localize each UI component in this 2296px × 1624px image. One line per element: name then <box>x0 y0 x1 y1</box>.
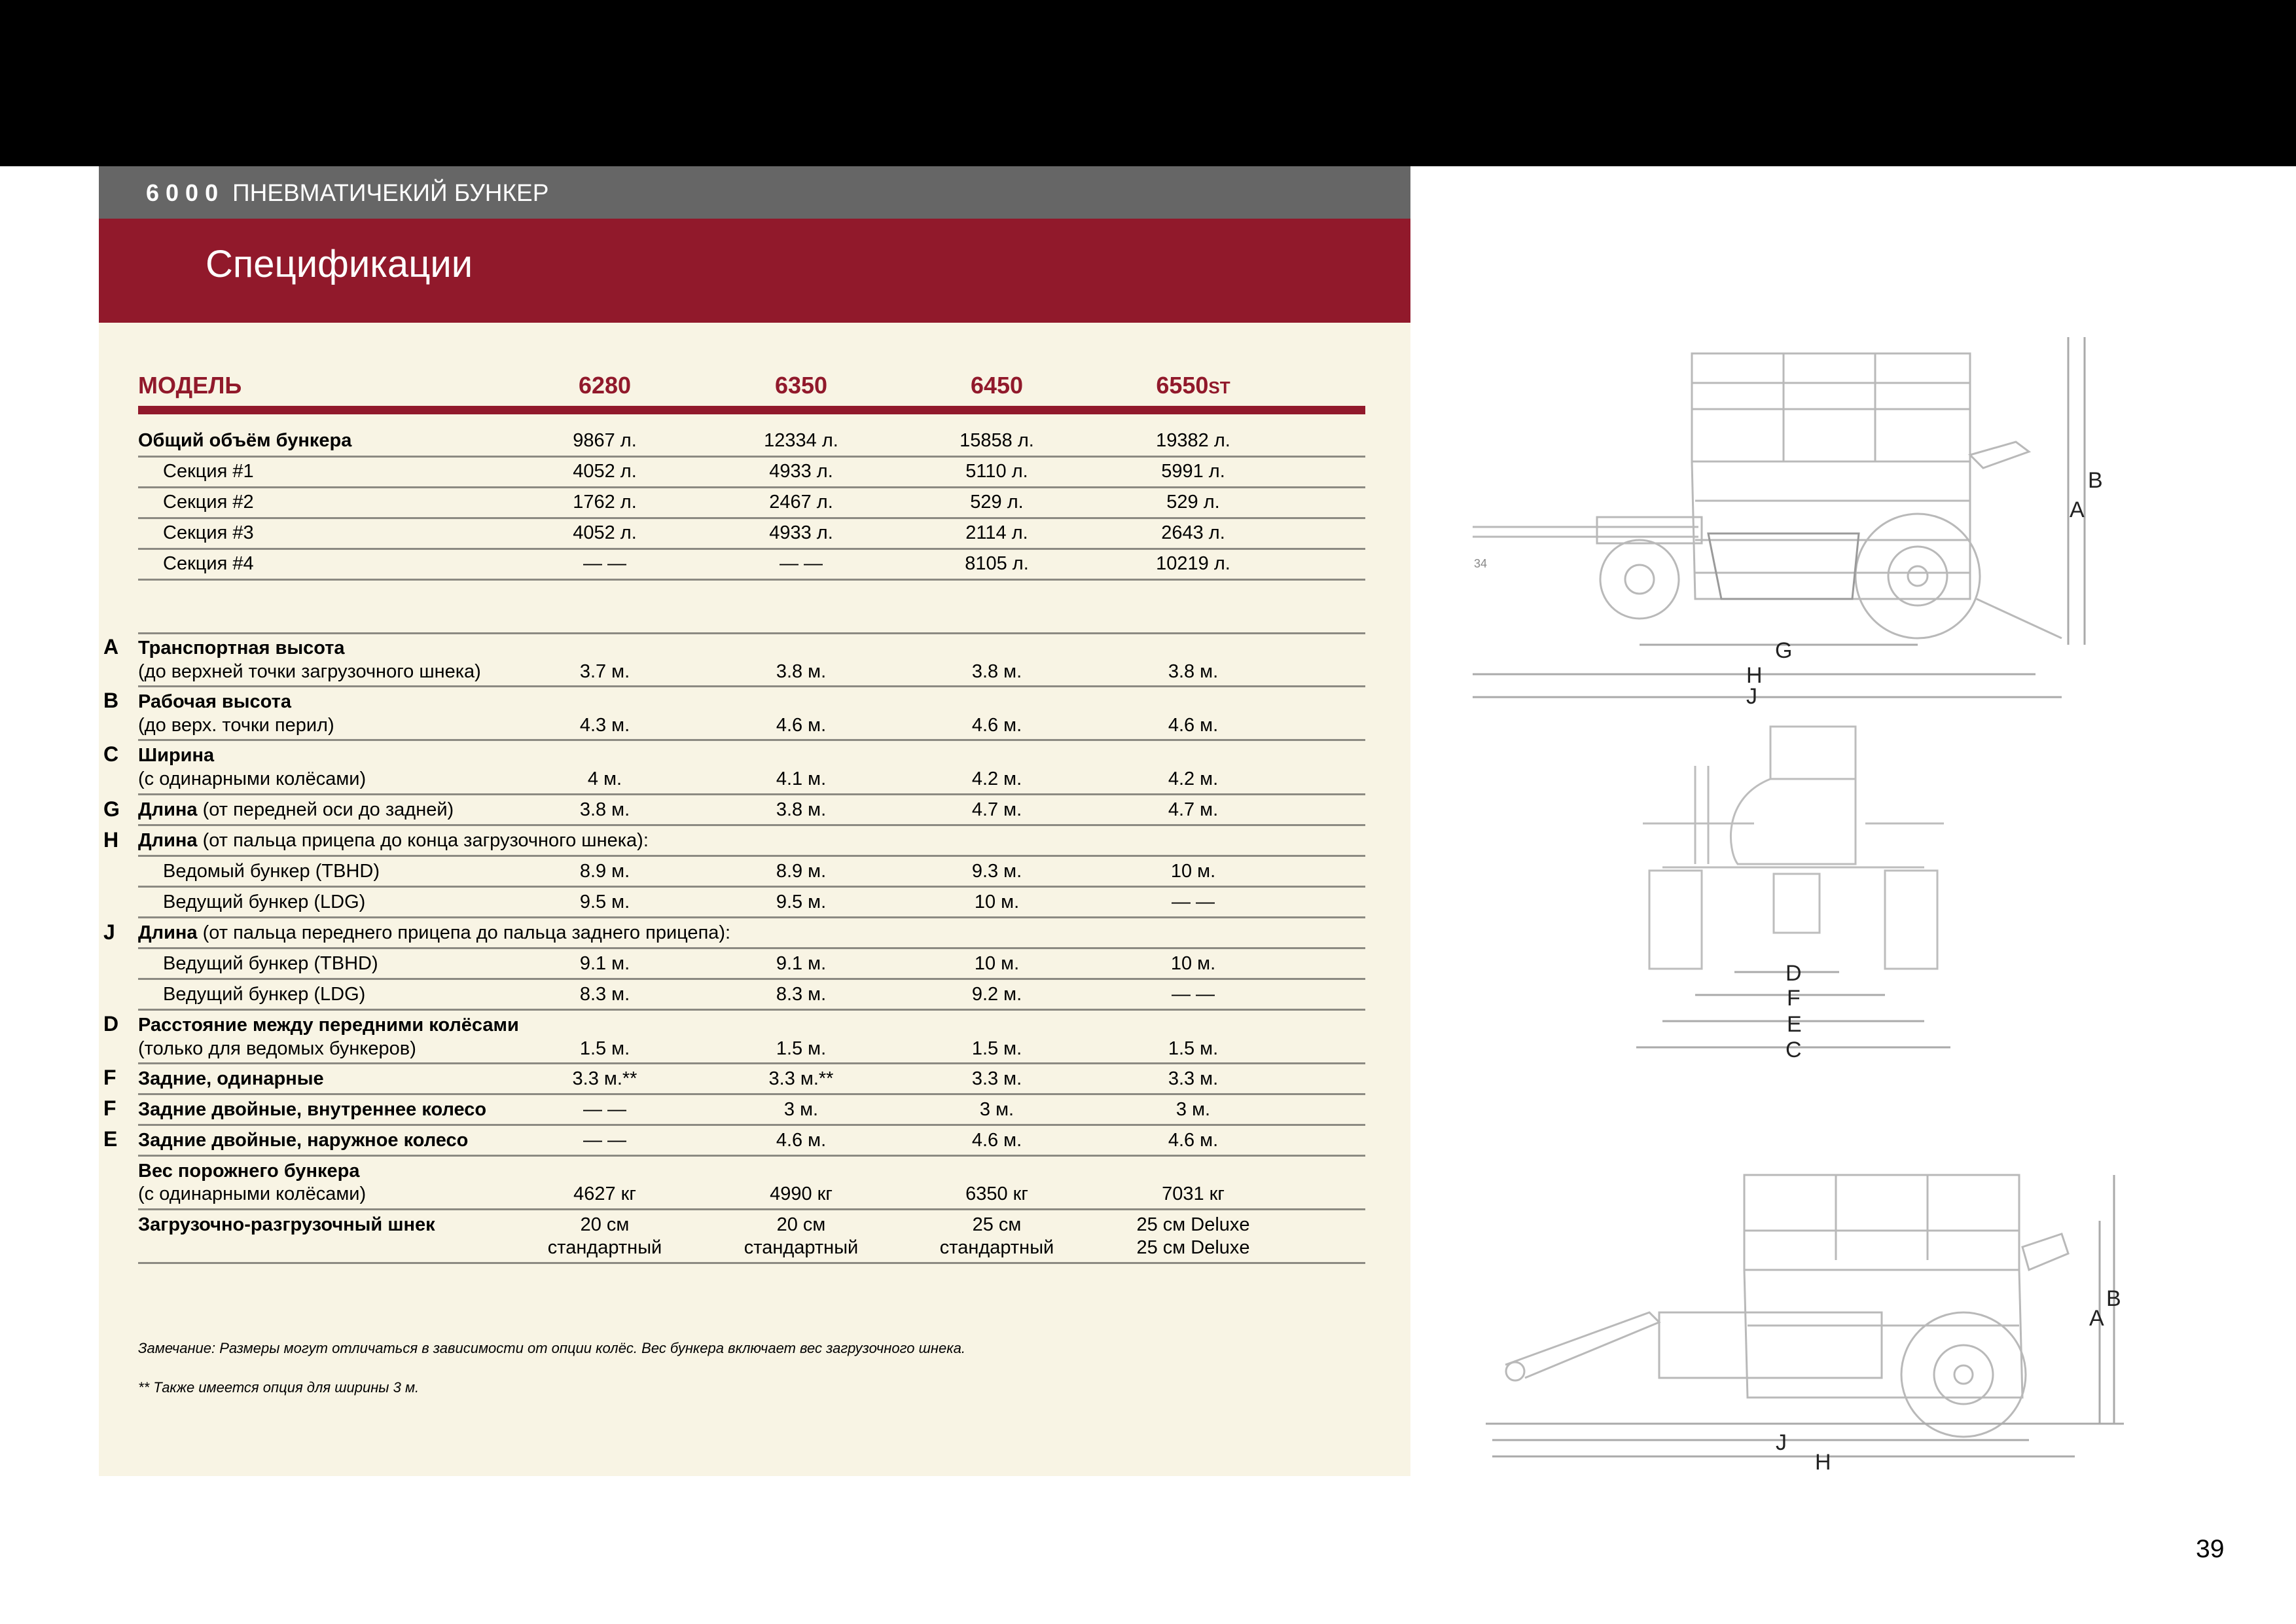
metering-unit <box>1774 874 1820 933</box>
row-label-rear-single: Задние, одинарные <box>138 1068 324 1089</box>
cell: 9.1 м. <box>776 953 827 974</box>
model-suffix: ST <box>1208 378 1230 397</box>
label-a: A <box>2089 1306 2104 1331</box>
rear-wheel <box>1856 514 1980 638</box>
hopper-upper <box>1692 409 1970 461</box>
model-header-6450: 6450 <box>970 372 1024 399</box>
auger-tube <box>1977 599 2062 638</box>
page-number: 39 <box>2196 1535 2225 1563</box>
row-divider <box>138 855 1365 857</box>
cell: 4933 л. <box>769 522 833 543</box>
cell: 4 м. <box>587 768 622 789</box>
cell: 4627 кг <box>573 1183 636 1204</box>
cell: 15858 л. <box>960 430 1034 451</box>
cell: стандартный <box>547 1237 662 1258</box>
dimension-letter-e: E <box>103 1127 118 1151</box>
row-label-empty-weight: Вес порожнего бункера <box>138 1161 360 1182</box>
row-label-front-wheel-track: Расстояние между передними колёсами <box>138 1015 519 1036</box>
label-j: J <box>1746 684 1757 709</box>
hopper-lid <box>1770 727 1856 779</box>
cell: 10 м. <box>974 892 1020 912</box>
footnote-dimensions: Замечание: Размеры могут отличаться в зависимости от опции колёс. Вес бункера включает вес загрузочного шнека. <box>138 1340 965 1356</box>
row-label-working-height: Рабочая высота <box>138 691 291 712</box>
cell: стандартный <box>744 1237 859 1258</box>
header-rule <box>138 406 1365 414</box>
side-view-diagram-bottom <box>1486 1162 2127 1515</box>
left-wheel <box>1649 871 1702 969</box>
rear-wheel <box>1901 1312 2026 1437</box>
cell: 4.6 м. <box>1168 715 1219 736</box>
cell: 8.3 м. <box>579 984 630 1005</box>
cell: 3.3 м. <box>1168 1068 1219 1089</box>
cell: 25 см Deluxe <box>1136 1237 1250 1258</box>
cell: 5991 л. <box>1161 461 1225 482</box>
row-label-total-capacity: Общий объём бункера <box>138 430 352 451</box>
label-h: H <box>1746 663 1763 688</box>
cell: 9.3 м. <box>971 861 1022 882</box>
side-view-diagram-top <box>1473 337 2103 709</box>
row-divider <box>138 456 1365 458</box>
label-b: B <box>2088 468 2103 493</box>
label-small: 34 <box>1474 557 1488 570</box>
cell: 3.8 м. <box>776 799 827 820</box>
cell: 8.9 м. <box>579 861 630 882</box>
row-sublabel: (с одинарными колёсами) <box>138 1183 367 1204</box>
cell: 4.6 м. <box>776 1130 827 1151</box>
row-divider <box>138 916 1365 918</box>
cell: 8.3 м. <box>776 984 827 1005</box>
label-c: C <box>1785 1038 1802 1062</box>
cell: 3.3 м.** <box>572 1068 637 1089</box>
row-label-width: Ширина <box>138 745 215 766</box>
cell: 9867 л. <box>573 430 637 451</box>
front-wheel <box>1600 540 1679 619</box>
row-label-auger: Загрузочно-разгрузочный шнек <box>138 1214 435 1235</box>
hopper-tank <box>1692 461 1970 599</box>
cell: 7031 кг <box>1162 1183 1225 1204</box>
row-divider <box>138 548 1365 550</box>
cell: 10 м. <box>974 953 1020 974</box>
cell: 9.5 м. <box>776 892 827 912</box>
cell: 4052 л. <box>573 522 637 543</box>
label-b: B <box>2106 1286 2121 1311</box>
rear-view-diagram <box>1623 720 1964 1146</box>
dimension-letter-a: A <box>103 635 119 659</box>
cell: 10 м. <box>1170 953 1216 974</box>
cell: 4.6 м. <box>776 715 827 736</box>
product-header-band <box>99 166 1410 219</box>
dimension-letter-d: D <box>103 1012 119 1036</box>
row-divider <box>138 632 1365 634</box>
hopper-lid <box>1692 353 1970 409</box>
label-j: J <box>1776 1430 1787 1455</box>
row-label-rear-dual-outer: Задние двойные, наружное колесо <box>138 1130 469 1151</box>
hopper-lid <box>1744 1175 2019 1231</box>
model-header-6280: 6280 <box>578 372 632 399</box>
row-label-tbhd: Ведомый бункер (TBHD) <box>163 861 380 882</box>
auger-head <box>2022 1234 2068 1270</box>
cell: 3 м. <box>1175 1099 1211 1120</box>
cell: — — <box>1171 984 1215 1005</box>
row-label-section-2: Секция #2 <box>163 492 254 513</box>
top-black-band <box>0 0 2296 166</box>
cell: 3 м. <box>783 1099 819 1120</box>
cell: 20 см <box>580 1214 630 1235</box>
row-divider <box>138 886 1365 888</box>
row-divider <box>138 793 1365 795</box>
section-title-band <box>99 219 1410 323</box>
label-f: F <box>1787 986 1801 1011</box>
row-label-bold: Длина <box>138 922 198 943</box>
cell: 4.2 м. <box>1168 768 1219 789</box>
row-sublabel: (до верх. точки перил) <box>138 715 334 736</box>
cell: 25 см Deluxe <box>1136 1214 1250 1235</box>
row-divider <box>138 1208 1365 1210</box>
row-label-rear-dual-inner: Задние двойные, внутреннее колесо <box>138 1099 487 1120</box>
product-title: ПНЕВМАТИЧЕКИЙ БУНКЕР <box>232 179 549 206</box>
cell: 4.3 м. <box>579 715 630 736</box>
dimension-letter-c: C <box>103 742 119 766</box>
row-divider <box>138 824 1365 826</box>
row-divider <box>138 1009 1365 1011</box>
row-label-length-axles <box>138 799 454 821</box>
cell: 8105 л. <box>965 553 1029 574</box>
cell: 4933 л. <box>769 461 833 482</box>
cell: 9.1 м. <box>579 953 630 974</box>
cell: 8.9 м. <box>776 861 827 882</box>
cell: 10219 л. <box>1156 553 1230 574</box>
label-d: D <box>1785 961 1802 986</box>
row-divider <box>138 1262 1365 1264</box>
model-number: 6550 <box>1156 372 1209 399</box>
row-sublabel: (с одинарными колёсами) <box>138 768 367 789</box>
cell: — — <box>583 1130 627 1151</box>
row-label-section-3: Секция #3 <box>163 522 254 543</box>
footnote-width-option: ** Также имеется опция для ширины 3 м. <box>138 1379 420 1396</box>
cell: 529 л. <box>970 492 1024 513</box>
frame <box>1659 1312 1882 1378</box>
row-label-ldg: Ведущий бункер (LDG) <box>163 984 366 1005</box>
row-label-section-4: Секция #4 <box>163 553 254 574</box>
dimension-letter-f: F <box>103 1066 117 1089</box>
cell: 4052 л. <box>573 461 637 482</box>
row-divider <box>138 1062 1365 1064</box>
cell: 3.8 м. <box>1168 661 1219 682</box>
hitch <box>1505 1312 1659 1378</box>
row-label-bold: Длина <box>138 830 198 851</box>
dimension-letter-b: B <box>103 689 119 712</box>
model-header-6350: 6350 <box>774 372 828 399</box>
row-label-section-1: Секция #1 <box>163 461 254 482</box>
cell: 2114 л. <box>965 522 1028 543</box>
label-a: A <box>2070 497 2085 522</box>
row-divider <box>138 978 1365 980</box>
cell: 3.7 м. <box>579 661 630 682</box>
cell: — — <box>583 1099 627 1120</box>
cell: — — <box>1171 892 1215 912</box>
dimension-letter-g: G <box>103 797 120 821</box>
cell: 1.5 м. <box>579 1038 630 1059</box>
cell: 4.6 м. <box>971 715 1022 736</box>
dimension-letter-h: H <box>103 828 119 852</box>
row-label-bold: Длина <box>138 799 198 820</box>
cell: 1.5 м. <box>1168 1038 1219 1059</box>
cell: 2643 л. <box>1161 522 1225 543</box>
label-e: E <box>1787 1012 1802 1037</box>
row-divider <box>138 739 1365 741</box>
row-label-transport-height: Транспортная высота <box>138 638 345 659</box>
cell: 3.3 м.** <box>768 1068 834 1089</box>
model-header-label: МОДЕЛЬ <box>138 372 242 399</box>
cell: 4.7 м. <box>971 799 1022 820</box>
cell: 4.7 м. <box>1168 799 1219 820</box>
cell: — — <box>779 553 823 574</box>
cell: 3.8 м. <box>579 799 630 820</box>
cell: 2467 л. <box>769 492 833 513</box>
model-header-6550st <box>1156 372 1230 399</box>
cell: 1.5 м. <box>776 1038 827 1059</box>
cell: 19382 л. <box>1156 430 1230 451</box>
row-divider <box>138 1155 1365 1157</box>
row-divider <box>138 1124 1365 1126</box>
hopper-body <box>1731 779 1856 864</box>
row-divider <box>138 1093 1365 1095</box>
right-wheel <box>1885 871 1937 969</box>
row-sublabel: (до верхней точки загрузочного шнека) <box>138 661 481 682</box>
row-divider <box>138 486 1365 488</box>
metering-unit <box>1708 533 1859 599</box>
row-divider <box>138 579 1365 581</box>
cell: 12334 л. <box>764 430 838 451</box>
cell: 5110 л. <box>965 461 1028 482</box>
cell: 6350 кг <box>965 1183 1028 1204</box>
dimension-letter-f: F <box>103 1096 117 1120</box>
cell: 4.1 м. <box>776 768 827 789</box>
cell: 1.5 м. <box>971 1038 1022 1059</box>
cell: 3 м. <box>979 1099 1014 1120</box>
row-label-length-hitch-auger <box>138 830 649 852</box>
cell: 3.3 м. <box>971 1068 1022 1089</box>
auger-head <box>1970 442 2029 468</box>
cell: 9.5 м. <box>579 892 630 912</box>
row-label-ldg: Ведущий бункер (LDG) <box>163 892 366 912</box>
row-divider <box>138 517 1365 519</box>
row-label-detail: (от пальца прицепа до конца загрузочного шнека): <box>197 830 649 851</box>
row-divider <box>138 685 1365 687</box>
cell: 4.2 м. <box>971 768 1022 789</box>
row-divider <box>138 947 1365 949</box>
cell: 1762 л. <box>573 492 637 513</box>
cell: 3.8 м. <box>776 661 827 682</box>
row-label-tbhd: Ведущий бункер (TBHD) <box>163 953 378 974</box>
cell: 9.2 м. <box>971 984 1022 1005</box>
row-label-detail: (от пальца переднего прицепа до пальца заднего прицепа): <box>197 922 731 943</box>
cell: 25 см <box>972 1214 1022 1235</box>
section-title: Спецификации <box>206 243 473 285</box>
cell: 4.6 м. <box>1168 1130 1219 1151</box>
cell: 20 см <box>776 1214 826 1235</box>
cell: 4990 кг <box>770 1183 833 1204</box>
cell: 10 м. <box>1170 861 1216 882</box>
cell: — — <box>583 553 627 574</box>
label-g: G <box>1775 638 1793 663</box>
cell: стандартный <box>939 1237 1054 1258</box>
hopper-upper <box>1744 1231 2019 1270</box>
cell: 3.8 м. <box>971 661 1022 682</box>
dimension-letter-j: J <box>103 920 115 944</box>
row-label-length-hitch-hitch <box>138 922 730 944</box>
cell: 529 л. <box>1166 492 1220 513</box>
series-number: 6000 <box>146 179 225 206</box>
label-h: H <box>1815 1450 1831 1475</box>
cell: 4.6 м. <box>971 1130 1022 1151</box>
row-label-detail: (от передней оси до задней) <box>197 799 454 820</box>
row-sublabel: (только для ведомых бункеров) <box>138 1038 416 1059</box>
